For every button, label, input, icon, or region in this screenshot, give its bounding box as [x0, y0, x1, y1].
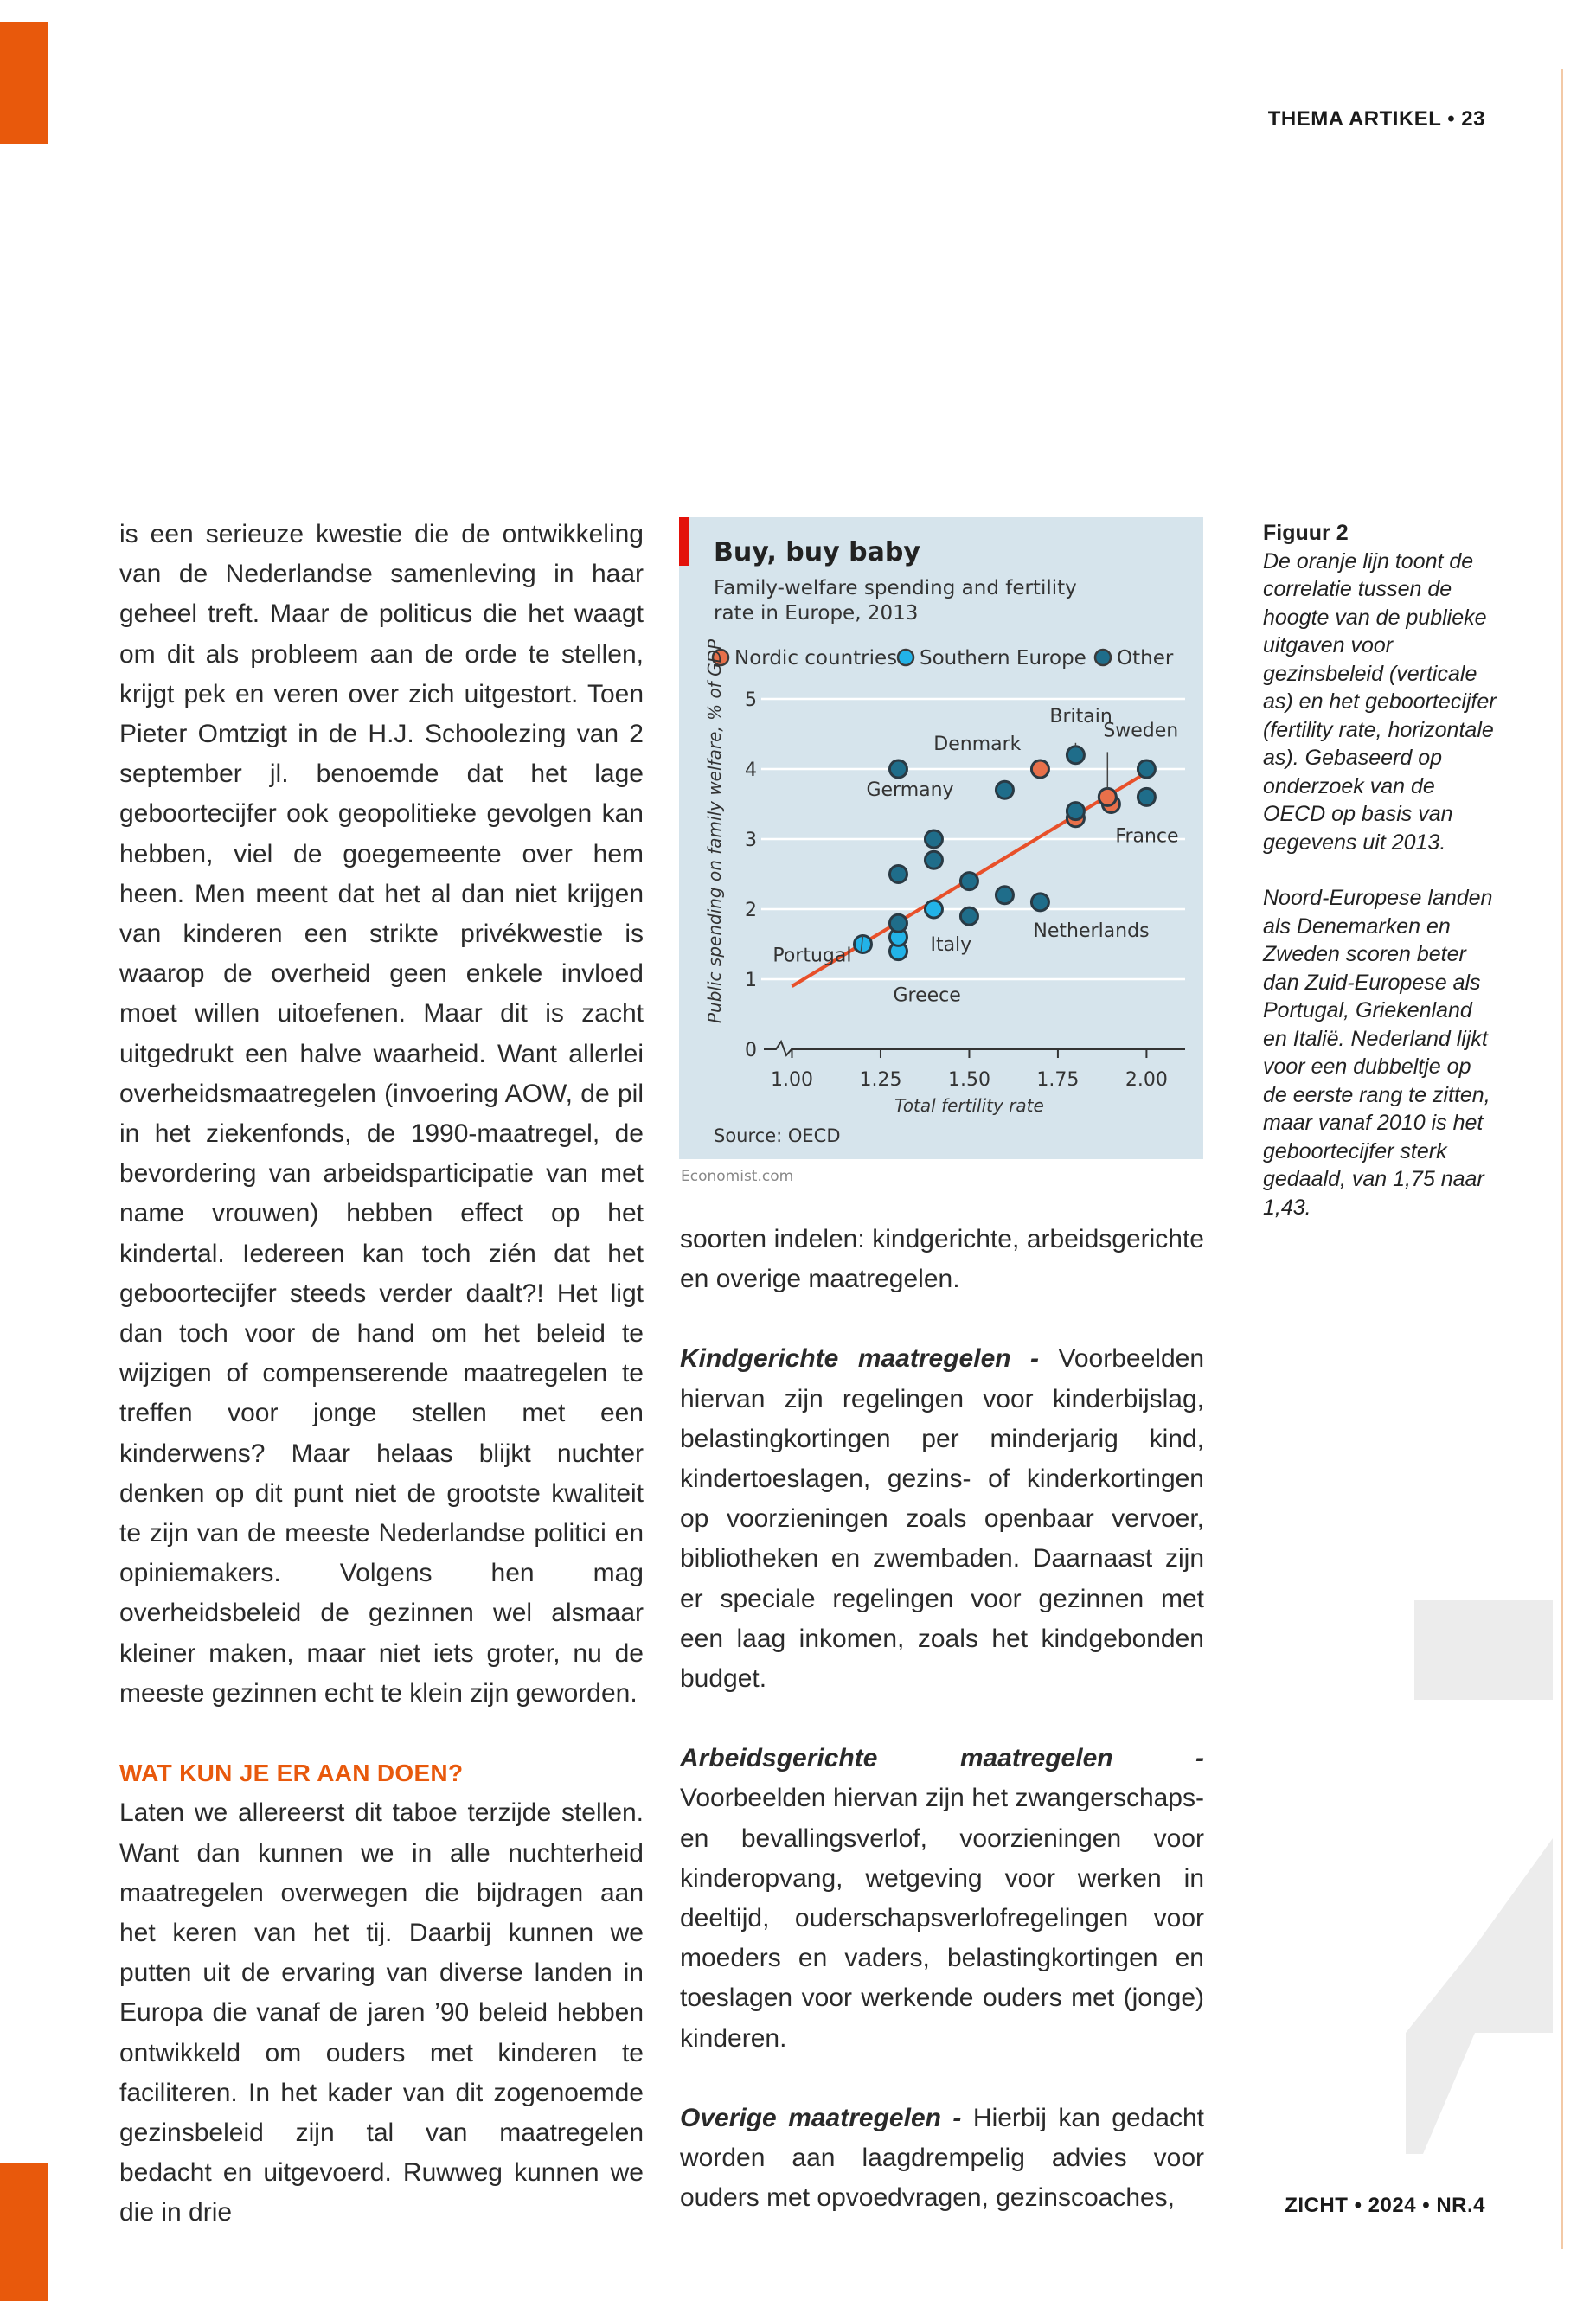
lead-arbeidsgericht: Arbeidsgerichte maatregelen -: [680, 1744, 1204, 1773]
body-paragraph: is een serieuze kwestie die de ontwikkeling van de Nederlandse samenleving in haar geheel treft. Maar de politicus die het waagt om dit als probleem aan de orde te stellen, krijgt pek en veren over zich uitgestort. Toen Pieter Omtzigt in de H.J. Schoolezing van 2 september jl. benoemde dat het lage geboortecijfer ook geopolitieke gevolgen kan hebben, viel de goegemeente over hem heen. Men meent dat het al dan niet krijgen van kinderen een strikte privékwestie is waarop de overheid geen enkele invloed moet willen uitoefenen. Maar dit is zacht uitgedrukt een halve waarheid. Want allerlei overheidsmaatregelen (invoering AOW, de pil in het ziekenfonds, de 1990-maatregel, de bevordering van arbeidsparticipatie van met name vrouwen) hebben effect op het kindertal. Iedereen kan toch zién dat het geboortecijfer steeds verder daalt?! Het ligt dan toch voor de hand om het beleid te wijzigen of compenserende maatregelen te treffen voor jonge stellen met een kinderwens? Maar helaas blijkt nuchter denken op dit punt niet de grootste kwaliteit te zijn van de meeste Nederlandse politici en opiniemakers. Volgens hen mag overheidsbeleid de gezinnen wel alsmaar kleiner maken, maar niet iets groter, nu de meeste gezinnen echt te klein zijn geworden.: [119, 520, 644, 1708]
legend-label-southern: Southern Europe: [920, 647, 1086, 670]
x-tick-label-2.00: 2.00: [1125, 1069, 1168, 1091]
data-point-other-3: [925, 830, 942, 848]
chart-red-flag: [679, 517, 689, 566]
chart-source: Source: OECD: [714, 1125, 841, 1146]
figure-caption: [1263, 519, 1497, 1221]
caption-text-2: Noord-Europese landen als Denemarken en Zweden scoren beter dan Zuid-Europese als Portugal, Griekenland en Italië. Nederland lijkt voor een dubbeltje op de eerste rang te zitten, maar vanaf 2010 is het geboortecijfer sterk gedaald, van 1,75 naar 1,43.: [1263, 886, 1493, 1220]
page-header: [1268, 107, 1485, 131]
column-left: [119, 515, 644, 2234]
data-point-other-9: [1031, 894, 1048, 911]
header-separator: •: [1447, 107, 1462, 131]
data-point-nordic-0: [1031, 760, 1048, 778]
footer-separator-1: •: [1354, 2194, 1368, 2217]
lead-kindgericht: Kindgerichte maatregelen -: [680, 1344, 1040, 1374]
legend-marker-other: [1095, 650, 1111, 665]
data-point-other-7: [996, 781, 1013, 798]
footer-year: 2024: [1368, 2194, 1417, 2217]
figure-chart: [679, 517, 1203, 1185]
data-point-other-13: [1138, 788, 1155, 805]
body-paragraph-2: Laten we allereerst dit taboe terzijde stellen. Want dan kunnen we in alle nuchterheid maatregelen overwegen die bijdragen aan het keren van het tij. Daarbij kunnen we putten uit de ervaring van diverse landen in Europa die vanaf de jaren ’90 beleid hebben ontwikkeld om ouders met kinderen te faciliteren. In het kader van dit zogenoemde gezinsbeleid zijn tal van maatregelen bedacht en uitgevoerd. Ruwweg kunnen we die in drie: [119, 1798, 644, 2227]
data-point-other-2: [889, 914, 907, 932]
annotation-britain: Britain: [1049, 705, 1112, 727]
y-tick-label-4: 4: [745, 760, 757, 781]
annotation-sweden: Sweden: [1103, 720, 1179, 742]
text-arbeidsgericht: Voorbeelden hiervan zijn het zwangerschaps- en bevallingsverlof, voorzieningen voor kinderopvang, wetgeving voor werken in deeltijd, ouderschapsverlofregelingen voor moeders en vaders, belastingkortingen en toeslagen voor werkende ouders met (jonge) kinderen.: [680, 1784, 1204, 2053]
chart-svg: [679, 517, 1203, 1162]
data-point-other-11: [1067, 803, 1084, 820]
header-page-number: 23: [1461, 107, 1485, 131]
y-tick-label-0: 0: [745, 1040, 757, 1061]
legend-marker-southern: [898, 650, 913, 665]
data-point-other-6: [960, 907, 977, 925]
annotation-netherlands: Netherlands: [1033, 920, 1150, 942]
chart-x-axis-label: Total fertility rate: [894, 1095, 1044, 1116]
annotation-italy: Italy: [930, 934, 972, 956]
data-point-other-5: [960, 873, 977, 890]
footer-magazine: ZICHT: [1285, 2194, 1349, 2217]
chart-y-axis-label: Public spending on family welfare, % of GDP: [704, 638, 725, 1023]
orange-edge-tab-top: [0, 22, 48, 144]
data-point-other-10: [1067, 747, 1084, 764]
annotation-germany: Germany: [866, 779, 954, 801]
legend-label-other: Other: [1117, 647, 1174, 670]
annotation-greece: Greece: [893, 984, 961, 1007]
x-tick-label-1.00: 1.00: [771, 1069, 813, 1091]
section-heading: WAT KUN JE ER AAN DOEN?: [119, 1759, 464, 1787]
data-point-other-4: [925, 851, 942, 868]
text-overige: Hierbij kan gedacht worden aan laagdrempelig advies voor ouders met opvoedvragen, gezinscoaches,: [680, 2103, 1204, 2213]
y-tick-label-2: 2: [745, 900, 757, 921]
x-tick-label-1.50: 1.50: [947, 1069, 990, 1091]
footer-separator-2: •: [1422, 2194, 1437, 2217]
chart-subtitle-line1: Family-welfare spending and fertility: [714, 577, 1077, 599]
y-tick-label-3: 3: [745, 830, 757, 851]
data-point-nordic-3: [1099, 788, 1116, 805]
right-margin-rule: [1561, 69, 1563, 2249]
data-point-other-8: [996, 887, 1013, 904]
y-tick-label-1: 1: [745, 970, 757, 991]
annotation-portugal: Portugal: [772, 945, 852, 967]
paragraph-kindgericht: [680, 1339, 1204, 1699]
text-kindgericht: Voorbeelden hiervan zijn regelingen voor kinderbijslag, belastingkortingen per minderjarig kind, kindertoeslagen, gezins- of kinderkortingen op voorzieningen zoals openbaar vervoer, bibliotheken en zwembaden. Daarnaast zijn er speciale regelingen voor gezinnen met een laag inkomen, zoals het kindgebonden budget.: [680, 1344, 1205, 1694]
data-point-southern-3: [925, 901, 942, 918]
lead-overige: Overige maatregelen -: [680, 2103, 962, 2132]
header-section: THEMA ARTIKEL: [1267, 107, 1442, 131]
column-right: [680, 1220, 1204, 2218]
paragraph-arbeidsgericht: [680, 1739, 1204, 2059]
intro-paragraph: soorten indelen: kindgerichte, arbeidsgerichte en overige maatregelen.: [680, 1225, 1204, 1294]
chart-title: Buy, buy baby: [714, 537, 920, 567]
annotation-france: France: [1115, 825, 1179, 848]
caption-title: Figuur 2: [1263, 521, 1349, 545]
x-tick-label-1.25: 1.25: [859, 1069, 902, 1091]
footer-issue: NR.4: [1436, 2194, 1485, 2217]
data-point-other-1: [889, 866, 907, 883]
chart-subtitle-line2: rate in Europe, 2013: [714, 602, 919, 625]
data-point-other-12: [1138, 760, 1155, 778]
page-footer: [1285, 2194, 1485, 2218]
x-tick-label-1.75: 1.75: [1036, 1069, 1080, 1091]
annotation-denmark: Denmark: [933, 734, 1022, 755]
z-logo-watermark: [1328, 1600, 1553, 2223]
orange-edge-tab-bottom: [0, 2163, 48, 2301]
legend-label-nordic: Nordic countries: [734, 647, 898, 670]
section-heading-wrap: [119, 1753, 644, 1793]
paragraph-overige: [680, 2099, 1204, 2219]
caption-text-1: De oranje lijn toont de correlatie tussen de hoogte van de publieke uitgaven voor gezinsbeleid (verticale as) en het geboortecijfer (fertility rate, horizontale as). Gebaseerd op onderzoek van de OECD op basis van gegevens uit 2013.: [1263, 548, 1497, 855]
y-tick-label-5: 5: [745, 689, 757, 711]
chart-credit: Economist.com: [681, 1168, 794, 1185]
data-point-other-0: [889, 760, 907, 778]
